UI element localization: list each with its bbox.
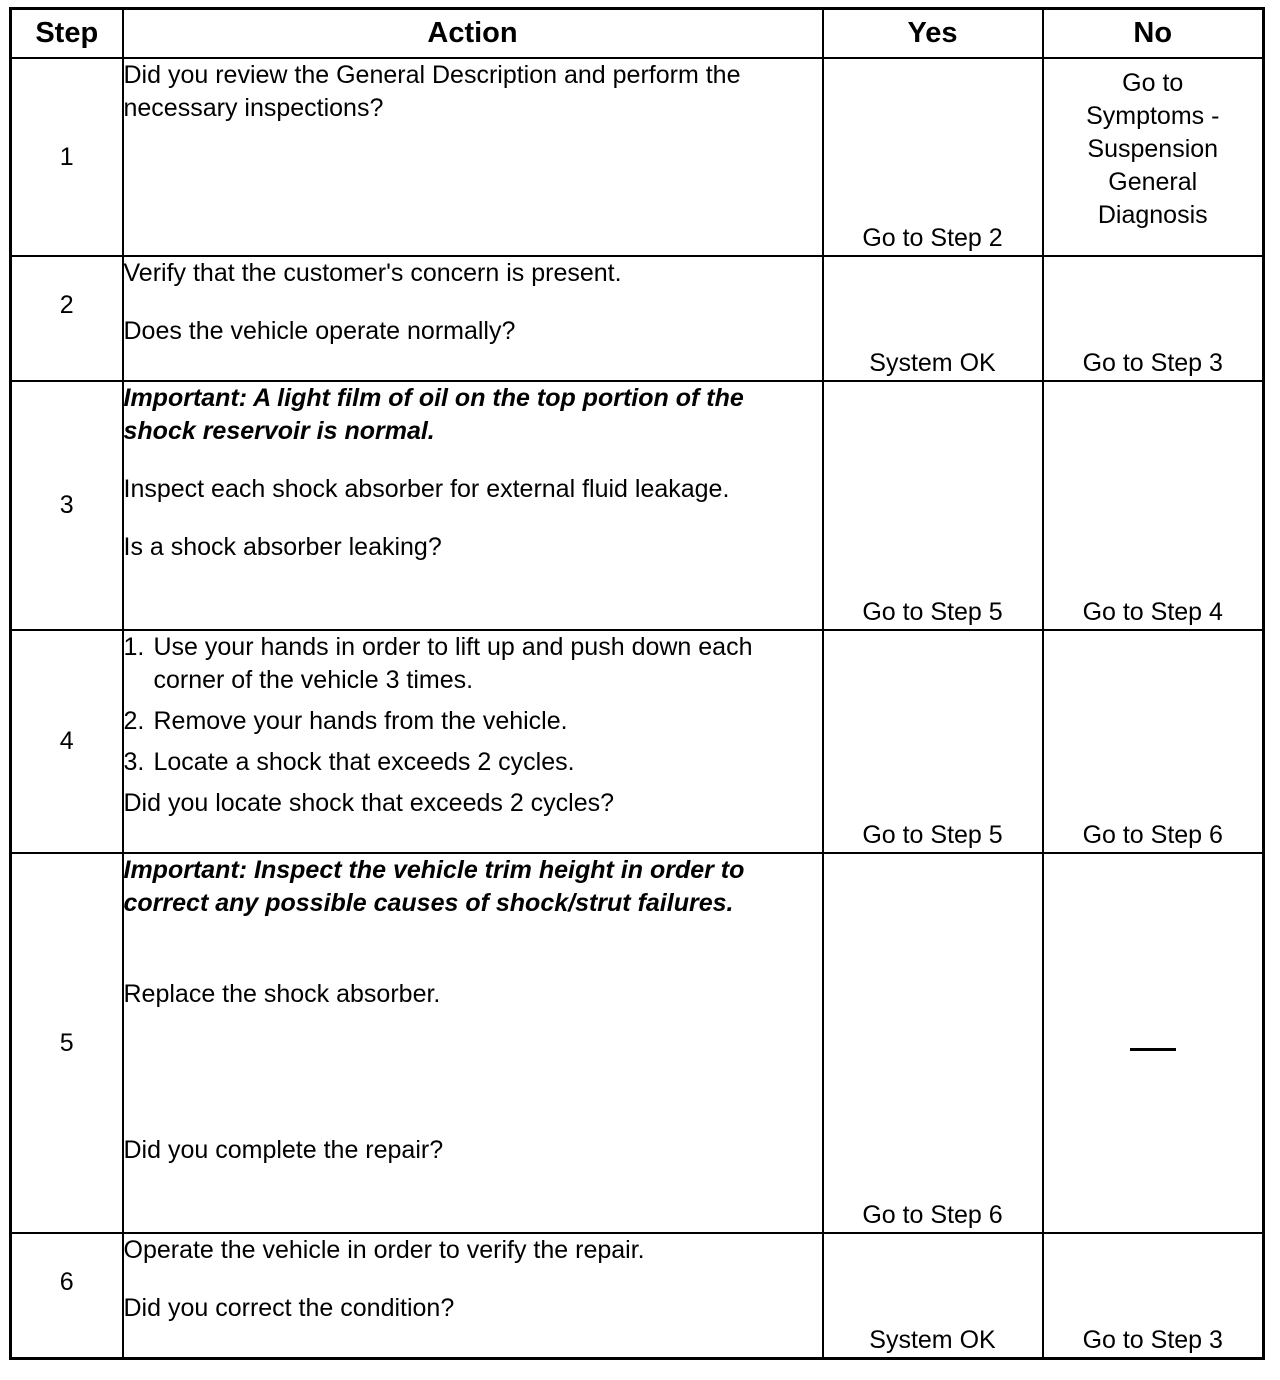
substep-text: Remove your hands from the vehicle. <box>153 707 568 735</box>
substep-number: 3. <box>123 748 145 776</box>
header-row <box>11 9 1264 59</box>
action-instruction: Replace the shock absorber. <box>123 980 441 1008</box>
dash-mark <box>1130 1048 1176 1051</box>
yes-cell: Go to Step 6 <box>823 853 1043 1233</box>
action-question: Did you review the General Description and perform the necessary inspections? <box>123 61 741 122</box>
substep-number: 1. <box>123 633 145 661</box>
action-cell <box>123 853 823 1233</box>
list-item <box>124 746 822 779</box>
list-item <box>124 631 822 697</box>
header-action: Action <box>123 9 823 59</box>
step-number: 1 <box>11 58 123 256</box>
yes-cell: System OK <box>823 1233 1043 1358</box>
list-item <box>124 705 822 738</box>
substep-text: Use your hands in order to lift up and push down each corner of the vehicle 3 times. <box>153 633 753 694</box>
yes-cell: System OK <box>823 256 1043 381</box>
action-instruction: Inspect each shock absorber for external fluid leakage. <box>123 475 730 503</box>
no-cell: Go to Step 3 <box>1043 1233 1264 1358</box>
substep-text: Locate a shock that exceeds 2 cycles. <box>153 748 575 776</box>
action-cell <box>123 630 823 853</box>
table-row <box>11 58 1264 256</box>
action-cell <box>123 1233 823 1358</box>
header-step: Step <box>11 9 123 59</box>
action-cell <box>123 58 823 256</box>
no-cell: Go to Step 6 <box>1043 630 1264 853</box>
table-row <box>11 853 1264 1233</box>
step-number: 2 <box>11 256 123 381</box>
header-no: No <box>1043 9 1264 59</box>
action-question: Is a shock absorber leaking? <box>123 533 442 561</box>
step-number: 3 <box>11 381 123 630</box>
no-cell: Go to Step 3 <box>1043 256 1264 381</box>
action-cell <box>123 256 823 381</box>
substep-list <box>124 631 822 779</box>
yes-cell: Go to Step 2 <box>823 58 1043 256</box>
no-cell: Go to Symptoms - Suspension General Diagnosis <box>1043 58 1264 256</box>
yes-cell: Go to Step 5 <box>823 630 1043 853</box>
step-number: 5 <box>11 853 123 1233</box>
action-question: Did you locate shock that exceeds 2 cycles? <box>123 789 615 817</box>
no-value <box>1130 1027 1131 1028</box>
action-question: Did you complete the repair? <box>123 1136 444 1164</box>
important-note: Important: A light film of oil on the top portion of the shock reservoir is normal. <box>123 384 744 445</box>
action-question: Does the vehicle operate normally? <box>123 317 516 345</box>
table-row <box>11 630 1264 853</box>
table-row <box>11 1233 1264 1358</box>
step-number: 4 <box>11 630 123 853</box>
step-number: 6 <box>11 1233 123 1358</box>
action-instruction: Verify that the customer's concern is present. <box>123 259 622 287</box>
substep-number: 2. <box>123 707 145 735</box>
table-row <box>11 381 1264 630</box>
action-cell <box>123 381 823 630</box>
table-row <box>11 256 1264 381</box>
important-note: Important: Inspect the vehicle trim height in order to correct any possible causes of shock/strut failures. <box>123 856 745 917</box>
no-cell: Go to Step 4 <box>1043 381 1264 630</box>
diagnostic-table <box>9 7 1265 1360</box>
action-question: Did you correct the condition? <box>123 1294 455 1322</box>
action-instruction: Operate the vehicle in order to verify the repair. <box>123 1236 645 1264</box>
yes-cell: Go to Step 5 <box>823 381 1043 630</box>
header-yes: Yes <box>823 9 1043 59</box>
no-cell <box>1043 853 1264 1233</box>
